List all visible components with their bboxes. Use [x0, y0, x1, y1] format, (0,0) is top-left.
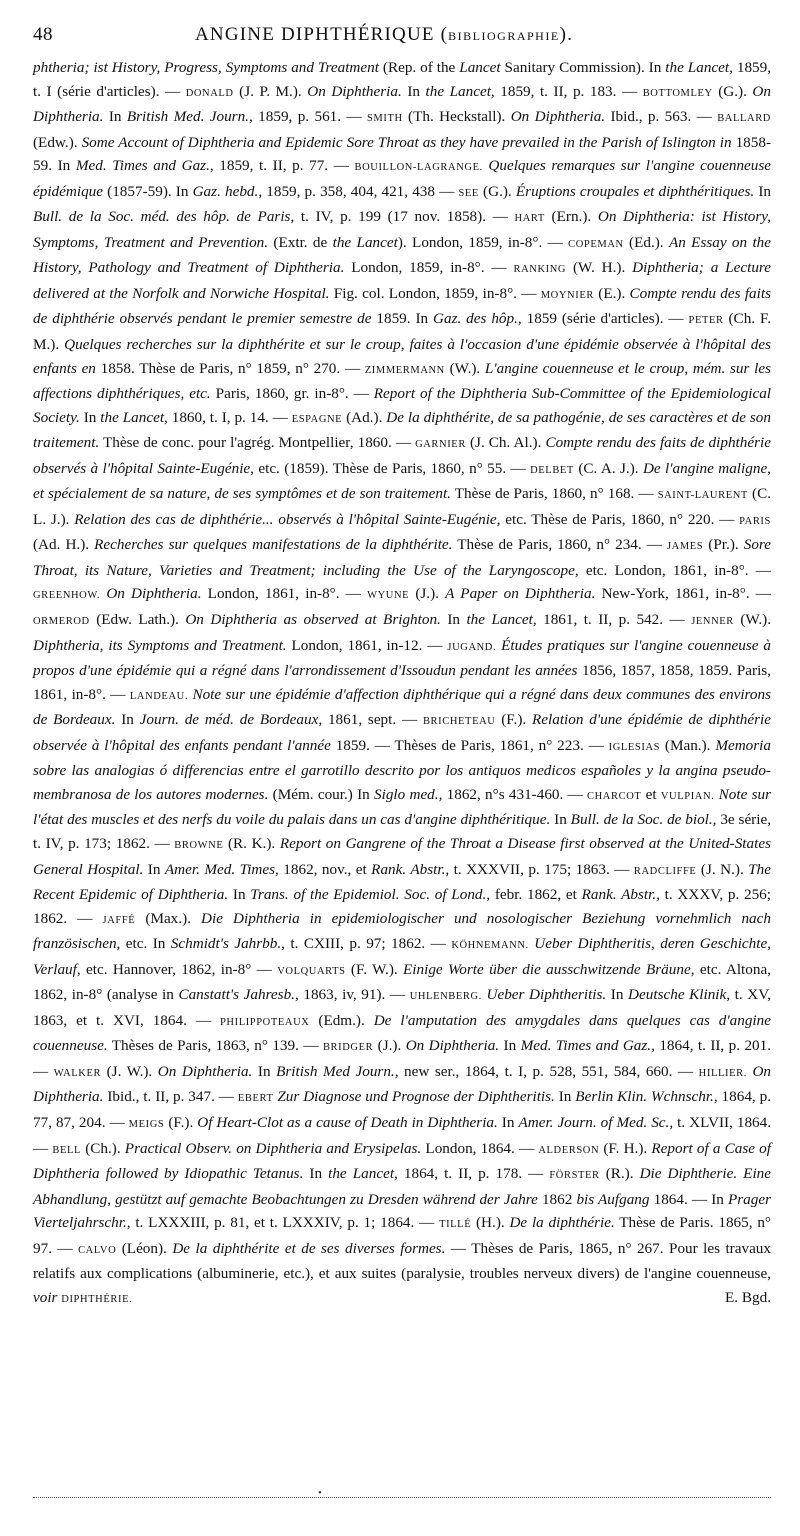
author-name: BOTTOMLEY: [642, 87, 713, 99]
work-title: On Diphtheria.: [307, 82, 402, 100]
citation-text: 1864, t. II, p. 178. —: [397, 1165, 550, 1183]
author-name: BALLARD: [717, 113, 771, 125]
citation-text: (Edw. Lath.).: [89, 611, 186, 629]
running-head: [33, 22, 771, 50]
author-name: COPEMAN: [568, 238, 624, 250]
citation-text: (F.).: [495, 711, 532, 729]
citation-text: Paris, 1860, gr. in-8°. —: [210, 385, 374, 403]
work-title: Sore Throat, its Nature, Varieties and Treatment; including the Use of the Laryngoscope,: [33, 536, 772, 579]
citation-text: Sanitary Commission). In: [500, 59, 666, 76]
work-title: phtheria; ist History, Progress, Symptoms and Treatment: [33, 59, 379, 76]
citation-text: Ibid., p. 563. —: [605, 108, 718, 126]
citation-text: (Max.).: [135, 909, 202, 927]
citation-text: (Edm.).: [309, 1011, 374, 1029]
citation-text: (F. W.).: [345, 960, 404, 978]
author-name: JUGAND.: [447, 641, 497, 653]
author-name: RADCLIFFE: [633, 865, 697, 877]
author-name: BRIDGER: [322, 1042, 374, 1054]
citation-text: (Ch. F. M.).: [33, 310, 772, 354]
citation-text: (Léon).: [116, 1239, 173, 1257]
citation-text: In: [499, 1037, 521, 1055]
work-title: bis Aufgang: [576, 1190, 650, 1208]
author-name: VULPIAN.: [660, 790, 715, 802]
citation-text: (R.).: [599, 1165, 640, 1183]
work-title: Compte rendu des faits de diphthérie observés pendant le premier semestre de: [33, 284, 771, 328]
work-title: the Lancet: [332, 233, 398, 251]
work-title: The Recent Epidemic of Diphtheria.: [33, 860, 771, 904]
citation-text: (Th. Heckstall).: [402, 108, 511, 126]
citation-text: (W. H.).: [566, 259, 633, 277]
work-title: Bull. de la Soc. méd. des hôp. de Paris,: [33, 208, 295, 226]
author-name: PHILIPPOTEAUX: [219, 1016, 310, 1028]
citation-text: In: [252, 1062, 277, 1080]
work-title: Report on Gangrene of the Throat a Disease first observed at the United-States General Hospital.: [33, 834, 771, 878]
work-title: Trans. of the Epidemiol. Soc. of Lond.,: [250, 886, 491, 904]
citation-text: London, 1864. —: [421, 1139, 539, 1157]
work-title: On Diphtheria.: [405, 1037, 500, 1055]
work-title: On Diphtheria.: [510, 108, 606, 126]
citation-text: etc. In: [120, 935, 171, 953]
author-name: KÖHNEMANN.: [451, 940, 529, 952]
author-name: DELBET: [530, 464, 574, 476]
citation-text: In: [440, 611, 467, 629]
citation-text: In: [79, 408, 101, 426]
citation-text: etc. (1859). Thèse de Paris, 1860, n° 55. —: [253, 459, 531, 477]
work-title: Die Diphtheria in epidemiologischer und nosologischer Beziehung vornehmlich nach französischen,: [33, 909, 771, 953]
work-title: the Lancet,: [665, 59, 733, 76]
citation-text: 1862, nov., et: [278, 860, 372, 878]
citation-text: Fig. col. London, 1859, in-8°. —: [329, 284, 541, 302]
citation-text: (Ch.).: [81, 1139, 125, 1157]
citation-text: London, 1861, in-8°. —: [201, 585, 368, 603]
citation-text: (Ern.).: [544, 208, 598, 226]
author-name: BROWNE: [174, 839, 224, 851]
citation-text: etc. Thèse de Paris, 1860, n° 220. —: [500, 510, 740, 528]
citation-text: (R. K.).: [223, 834, 280, 852]
work-title: Gaz. des hôp.,: [433, 310, 522, 328]
citation-text: (J.).: [373, 1037, 406, 1055]
work-title: On Diphtheria.: [157, 1062, 253, 1080]
work-title: Bull. de la Soc. de biol.,: [570, 811, 717, 829]
work-title: Practical Observ. on Diphtheria and Erysipelas.: [124, 1139, 422, 1157]
work-title: On Diphtheria.: [106, 585, 202, 603]
citation-text: 1862: [537, 1190, 577, 1208]
work-title: Rank. Abstr.,: [581, 886, 660, 904]
work-title: British Med Journ.,: [276, 1062, 399, 1080]
author-name: EBERT: [237, 1093, 274, 1105]
work-title: Journ. de méd. de Bordeaux,: [139, 711, 323, 729]
author-name: CALVO: [78, 1244, 117, 1256]
work-title: Diphtheria; a Lecture delivered at the Norfolk and Norwiche Hospital.: [33, 259, 771, 302]
work-title: Berlin Klin. Wchnschr.,: [575, 1088, 718, 1106]
citation-text: Thèse de conc. pour l'agrég. Montpellier, 1860. —: [99, 434, 416, 452]
work-title: Zur Diagnose und Prognose der Diphtheritis.: [277, 1088, 555, 1106]
work-title: Ueber Diphtheritis, deren Geschichte, Verlauf,: [33, 935, 772, 978]
work-title: the Lancet,: [100, 408, 168, 426]
work-title: An Essay on the History, Pathology and Treatment of Diphtheria.: [33, 233, 772, 277]
citation-text: 1859, p. 358, 404, 421, 438 —: [262, 182, 459, 200]
citation-text: 1864, t. II, p. 201. —: [33, 1037, 772, 1080]
citation-text: (J. N.).: [696, 860, 749, 878]
citation-text: 1859 (série d'articles). —: [521, 310, 689, 328]
citation-text: (C. A. J.).: [573, 459, 643, 477]
work-title: L'angine couenneuse et le croup, mém. sur les affections diphthériques, etc.: [33, 359, 771, 403]
work-title: Einige Worte über die ausschwitzende Bräune,: [403, 960, 695, 978]
citation-text: (Man.).: [660, 736, 716, 754]
work-title: Report of the Diphtheria Sub-Committee of the Epidemiological Society.: [33, 385, 772, 426]
citation-text: 1858-59. In: [33, 133, 772, 175]
page-number: 48: [33, 24, 53, 45]
work-title: Note sur l'état des muscles et des nerfs du voile du palais dans un cas d'angine diphthéritique.: [33, 785, 772, 829]
citation-text: (W.).: [733, 611, 771, 629]
author-name: SAINT-LAURENT: [657, 490, 748, 502]
citation-text: (Rep. of the: [378, 59, 460, 76]
author-name: BELL: [52, 1144, 82, 1156]
citation-text: 1859. In: [371, 310, 434, 328]
citation-text: (G.).: [712, 82, 753, 100]
work-title: On Diphtheria as observed at Brighton.: [185, 611, 441, 629]
work-title: Memoria sobre las analogias ó differencias entre el garrotillo descrito por los antiquos medicos españoles y la angina pseudo-membranosa de los autores modernes.: [33, 736, 771, 803]
author-name: FÖRSTER: [549, 1170, 600, 1182]
citation-text: In: [754, 182, 772, 200]
author-name: ALDERSON: [538, 1144, 600, 1156]
work-title: Études pratiques sur l'angine couenneuse à propos d'une épidémie qui a régné dans l'arrondissement d'Issoudun pendant les années: [33, 636, 772, 680]
work-title: De l'amputation des amygdales dans quelques cas d'angine couenneuse.: [33, 1011, 771, 1055]
citation-text: Thèses de Paris, 1863, n° 139. —: [107, 1037, 323, 1055]
work-title: On Diphtheria.: [33, 82, 771, 126]
author-name: WALKER: [53, 1067, 102, 1079]
citation-text: 1861, sept. —: [322, 711, 423, 729]
citation-text: (F. H.).: [599, 1139, 652, 1157]
author-name: JAFFÉ: [102, 914, 136, 926]
author-name: ZIMMERMANN: [364, 364, 445, 376]
author-name: MEIGS: [128, 1118, 165, 1130]
citation-text: etc. Hannover, 1862, in-8° —: [80, 960, 278, 978]
work-title: Schmidt's Jahrbb.,: [170, 935, 285, 953]
citation-text: In: [554, 1088, 576, 1106]
citation-text: t. IV, p. 199 (17 nov. 1858). —: [294, 208, 515, 226]
work-title: Amer. Journ. of Med. Sc.,: [518, 1113, 674, 1131]
author-name: PETER: [688, 315, 724, 327]
citation-text: 1859, p. 561. —: [252, 108, 367, 126]
citation-text: 1859, t. II, p. 183. —: [494, 82, 643, 100]
work-title: Canstatt's Jahresb.,: [178, 986, 299, 1004]
citation-text: Thèse de Paris. 1865, n° 97. —: [33, 1214, 771, 1257]
citation-text: new ser., 1864, t. I, p. 528, 551, 584, 660. —: [398, 1062, 699, 1080]
author-name: SMITH: [366, 113, 403, 125]
work-title: Die Diphtherie. Eine Abhandlung, gestützt auf gemachte Beobachtungen zu Dresden während der Jahre: [33, 1165, 772, 1208]
work-title: Diphtheria, its Symptoms and Treatment.: [33, 636, 287, 654]
work-title: Report of a Case of Diphtheria followed by Idiopathic Tetanus.: [33, 1139, 771, 1183]
author-name: ORMEROD: [33, 616, 90, 628]
page: [33, 22, 771, 1311]
citation-text: Thèse de Paris, 1860, n° 168. —: [450, 485, 658, 503]
citation-text: — Thèses de Paris, 1865, n° 267. Pour les travaux relatifs aux complications (albuminerie, etc.), et aux suites (paralysie, troubles nerveux divers) de l'angine couenneuse,: [33, 1239, 771, 1283]
citation-text: Ibid., t. II, p. 347. —: [103, 1088, 238, 1106]
work-title: Prager Vierteljahrschr.,: [33, 1190, 771, 1232]
author-name: TILLÉ: [439, 1219, 472, 1231]
work-title: Recherches sur quelques manifestations de la diphthérite.: [94, 536, 453, 554]
citation-text: (Extr. de: [268, 233, 333, 251]
author-name: CHARCOT: [587, 790, 642, 802]
author-name: DIPHTHÉRIE.: [61, 1293, 133, 1305]
citation-text: (Ad.).: [342, 408, 387, 426]
citation-text: London, 1861, in-12. —: [286, 636, 448, 654]
work-title: Éruptions croupales et diphthéritiques.: [515, 182, 755, 200]
work-title: the Lancet,: [466, 611, 537, 629]
author-name: RANKING: [513, 264, 567, 276]
author-name: GREENHOW.: [33, 590, 101, 602]
citation-text: (G.).: [478, 182, 516, 200]
author-name: GARNIER: [415, 439, 466, 451]
work-title: Quelques recherches sur la diphthérite et sur le croup, faites à l'occasion d'une épidémie observée à l'hôpital des enfants en: [33, 336, 771, 377]
citation-text: t. XXXV, p. 256; 1862. —: [33, 886, 771, 927]
work-title: De la diphthérite et de ses diverses formes.: [172, 1239, 446, 1257]
running-title-main: ANGINE DIPHTHÉRIQUE (: [195, 24, 449, 45]
citation-text: (J. P. M.).: [233, 82, 308, 100]
author-name: MOYNIER: [540, 289, 594, 301]
citation-text: In: [550, 811, 571, 829]
citation-text: (Pr.).: [703, 536, 744, 554]
work-title: Note sur une épidémie d'affection diphthérique qui a régné dans deux communes des environs de Bordeaux.: [33, 685, 771, 729]
work-title: Gaz. hebd.,: [192, 182, 263, 200]
work-title: voir: [33, 1288, 58, 1306]
citation-text: 1862, n°s 431-460. —: [442, 785, 588, 803]
work-title: On Diphtheria.: [33, 1062, 772, 1106]
work-title: Compte rendu des faits de diphthérie observés à l'hôpital Sainte-Eugénie,: [33, 434, 771, 477]
work-title: Some Account of Diphtheria and Epidemic Sore Throat as they have prevailed in the Parish of Islington in: [81, 133, 732, 151]
citation-text: 1860, t. I, p. 14. —: [167, 408, 292, 426]
citation-text: (F.).: [164, 1113, 198, 1131]
work-title: Relation d'une épidémie de diphthérie observée à l'hôpital des enfants pendant l'année: [33, 711, 771, 754]
citation-text: (C. L. J.).: [33, 485, 771, 528]
author-name: IGLESIAS: [608, 741, 661, 753]
running-title-small: BIBLIOGRAPHIE: [448, 29, 560, 43]
citation-text: New-York, 1861, in-8°. —: [595, 585, 771, 603]
author-name: BOUILLON-LAGRANGE.: [354, 162, 483, 174]
work-title: A Paper on Diphtheria.: [445, 585, 596, 603]
author-name: SEE: [458, 187, 479, 199]
citation-text: 1859, t. II, p. 77. —: [213, 157, 355, 175]
work-title: British Med. Journ.,: [126, 108, 253, 126]
citation-text: t. XV, 1863, et t. XVI, 1864. —: [33, 986, 772, 1029]
citation-text: t. LXXXIII, p. 81, et t. LXXXIV, p. 1; 1864. —: [130, 1214, 440, 1232]
citation-text: ). London, 1859, in-8°. —: [397, 233, 569, 251]
citation-text: (Ed.).: [623, 233, 669, 251]
work-title: Rank. Abstr.,: [371, 860, 450, 878]
work-title: the Lancet,: [328, 1165, 398, 1183]
citation-text: In: [228, 886, 251, 904]
author-name: ESPAGNE: [291, 413, 343, 425]
work-title: De la diphthérite, de sa pathogénie, de ses caractères et de son traitement.: [33, 408, 771, 452]
work-title: Lancet: [459, 59, 501, 76]
author-name: HART: [514, 213, 545, 225]
work-title: Med. Times and Gaz.,: [520, 1037, 655, 1055]
citation-text: In: [401, 82, 426, 100]
citation-text: 1863, iv, 91). —: [298, 986, 410, 1004]
signature: E. Bgd.: [725, 1288, 771, 1306]
work-title: Deutsche Klinik,: [628, 986, 731, 1004]
citation-text: (Ad. H.).: [33, 536, 95, 554]
citation-text: In: [497, 1113, 519, 1131]
author-name: LANDEAU.: [129, 690, 189, 702]
author-name: JAMES: [666, 541, 704, 553]
work-title: Siglo med.,: [374, 785, 443, 803]
citation-text: (J. W.).: [101, 1062, 158, 1080]
citation-text: 1859. — Thèses de Paris, 1861, n° 223. —: [330, 736, 609, 754]
footer-mark: •: [318, 1487, 322, 1499]
citation-text: Thèse de Paris, 1860, n° 234. —: [452, 536, 667, 554]
work-title: Ueber Diphtheritis.: [486, 986, 607, 1004]
citation-text: In: [606, 986, 629, 1004]
work-title: Med. Times and Gaz.,: [75, 157, 214, 175]
citation-text: etc. London, 1861, in-8°. —: [578, 561, 771, 579]
citation-text: In: [103, 108, 127, 126]
work-title: Quelques remarques sur l'angine couenneuse épidémique: [33, 157, 772, 200]
bibliography-text: [33, 56, 771, 1311]
citation-text: t. CXIII, p. 97; 1862. —: [284, 935, 452, 953]
citation-text: 1864. — In: [649, 1190, 728, 1208]
running-title-end: ).: [559, 24, 574, 45]
citation-text: t. XLVII, 1864. —: [33, 1113, 772, 1157]
citation-text: In: [143, 860, 165, 878]
work-title: Amer. Med. Times,: [164, 860, 279, 878]
work-title: the Lancet,: [425, 82, 495, 100]
footer-rule: [33, 1497, 771, 1498]
citation-text: (W.).: [444, 359, 485, 377]
author-name: VOLQUARTS: [277, 965, 346, 977]
author-name: DONALD: [185, 87, 234, 99]
author-name: UHLENBERG.: [409, 991, 482, 1003]
author-name: PARIS: [739, 515, 771, 527]
running-title: [195, 24, 573, 46]
work-title: De la diphthérie.: [509, 1214, 615, 1232]
citation-text: (1857-59). In: [103, 182, 193, 200]
citation-text: In: [115, 711, 140, 729]
citation-text: In: [303, 1165, 329, 1183]
citation-text: febr. 1862, et: [490, 886, 582, 904]
work-title: On Diphtheria: ist History, Symptoms, Treatment and Prevention.: [33, 208, 771, 251]
citation-text: 1859, t. I (série d'articles). —: [33, 59, 772, 100]
author-name: BRICHETEAU: [422, 716, 496, 728]
author-name: JENNER: [691, 616, 734, 628]
citation-text: 1861, t. II, p. 542. —: [536, 611, 692, 629]
citation-text: 1856, 1857, 1858, 1859. Paris, 1861, in-8°. —: [33, 662, 772, 703]
citation-text: et: [641, 785, 661, 803]
citation-text: (Mém. cour.) In: [268, 785, 374, 803]
citation-text: (H.).: [471, 1214, 510, 1232]
citation-text: 3e série, t. IV, p. 173; 1862. —: [33, 811, 771, 852]
author-name: WYUNE: [367, 590, 410, 602]
citation-text: (E.).: [593, 284, 630, 302]
author-name: HILLIER.: [698, 1067, 747, 1079]
citation-text: (J. Ch. Al.).: [465, 434, 546, 452]
citation-text: (Edw.).: [33, 133, 82, 151]
work-title: De l'angine maligne, et spécialement de sa nature, de ses symptômes et de son traitement.: [33, 459, 771, 503]
citation-text: London, 1859, in-8°. —: [344, 259, 514, 277]
citation-text: 1858. Thèse de Paris, n° 1859, n° 270. —: [95, 359, 365, 377]
work-title: Relation des cas de diphthérie... observés à l'hôpital Sainte-Eugénie,: [74, 510, 501, 528]
citation-text: etc. Altona, 1862, in-8° (analyse in: [33, 960, 771, 1004]
citation-text: t. XXXVII, p. 175; 1863. —: [449, 860, 634, 878]
citation-text: (J.).: [409, 585, 446, 603]
citation-text: 1864, p. 77, 87, 204. —: [33, 1088, 771, 1131]
work-title: Of Heart-Clot as a cause of Death in Diphtheria.: [197, 1113, 498, 1131]
